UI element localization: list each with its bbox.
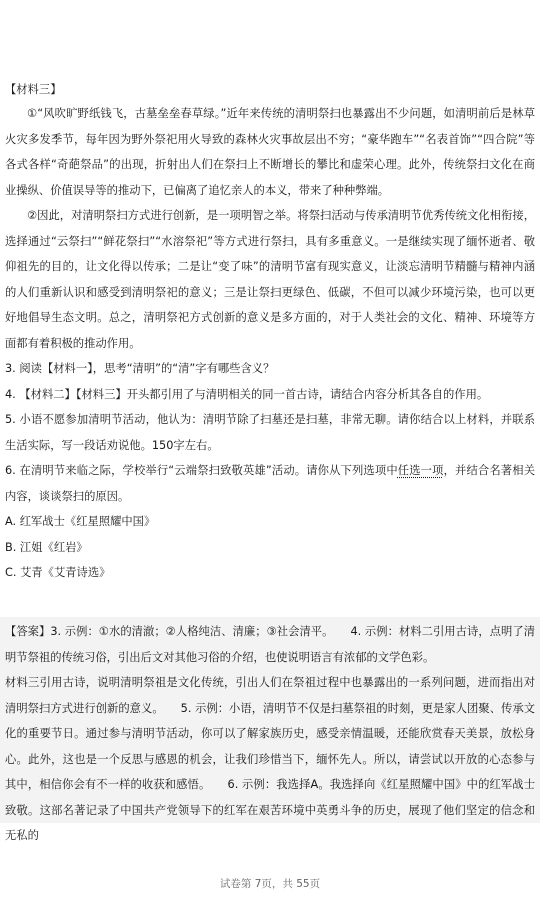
question-6-emphasis: 任选一项 <box>397 464 444 477</box>
questions-list <box>5 356 535 586</box>
material3-body <box>5 101 535 356</box>
option-a: A. 红军战士《红星照耀中国》 <box>5 515 156 528</box>
option-b: B. 江姐《红岩》 <box>5 540 88 554</box>
answer-text-2: 材料三引用古诗，说明清明祭祖是文化传统，引出人们在祭祖过程中也暴露出的一系列问题，进而指出对清明祭扫方式进行创新的意义。 5. 示例：小语，清明节不仅是扫墓祭祖的时刻，更是家人团聚、传承文化的重要节日。通过参与清明节活动，你可以了解家族历史，感受亲情温暖，还能欣赏春天美景，放松身心。此外，这也是一个反思与感恩的机会，让我们珍惜当下，缅怀先人。所以，请尝试以开放的心态参与其中，相信你会有不一样的收获和感悟。 6. 示例：我选择A。我选择向《红星照耀中国》中的红军战士致敬。这部名著记录了中国共产党领导下的红军在艰苦环境中英勇斗争的历史，展现了他们坚定的信念和无私的 <box>5 676 535 842</box>
answer-text-1: 【答案】3. 示例：①水的清澈；②人格纯洁、清廉；③社会清平。 4. 示例：材料二引用古诗，点明了清明节祭祖的传统习俗，引出后文对其他习俗的介绍，也使说明语言有浓郁的文学色彩。 <box>5 625 535 664</box>
material3-paragraph-1: ①“风吹旷野纸钱飞，古墓垒垒春草绿。”近年来传统的清明祭扫也暴露出不少问题，如清明前后是林草火灾多发季节，每年因为野外祭祀用火导致的森林火灾事故层出不穷；“豪华跑车”“名表首饰”“四合院”等各式各样“奇葩祭品”的出现，折射出人们在祭扫上不断增长的攀比和虚荣心理。此外，传统祭扫文化在商业操纵、价值误导等的推动下，已偏离了追忆亲人的本义，带来了种种弊端。 <box>5 107 535 197</box>
material3-heading: 【材料三】 <box>5 83 62 96</box>
page-footer: 试卷第 7页，共 55页 <box>219 878 321 890</box>
material3-paragraph-2: ②因此，对清明祭扫方式进行创新，是一项明智之举。将祭扫活动与传承清明节优秀传统文化相衔接，选择通过“云祭扫”“鲜花祭扫”“水溶祭祀”等方式进行祭扫，具有多重意义。一是继续实现了缅怀逝者、敬仰祖先的目的，让文化得以传承；二是让“变了味”的清明节富有现实意义，让淡忘清明节精髓与精神内涵的人们重新认识和感受到清明祭祀的意义；三是让祭扫更绿色、低碳，不但可以减少环境污染，也可以更好地倡导生态文明。总之，清明祭祀方式创新的意义是多方面的，对于人类社会的文化、精神、环境等方面都有着积极的推动作用。 <box>5 209 535 350</box>
option-c: C. 艾青《艾青诗选》 <box>5 566 111 579</box>
question-6: 6. 在清明节来临之际，学校举行“云端祭扫致敬英雄”活动。请你从下列选项中任选一项，并结合名著相关内容，谈谈祭扫的原因。 <box>5 464 535 503</box>
question-3: 3. 阅读【材料一】，思考“清明”的“清”字有哪些含义？ <box>5 362 275 375</box>
question-5: 5. 小语不愿参加清明节活动，他认为：清明节除了扫墓还是扫墓，非常无聊。请你结合以上材料，并联系生活实际，写一段话劝说他。150字左右。 <box>5 413 535 452</box>
answer-box <box>0 617 540 842</box>
question-4: 4. 【材料二】【材料三】开头都引用了与清明相关的同一首古诗，请结合内容分析其各自的作用。 <box>5 387 489 401</box>
